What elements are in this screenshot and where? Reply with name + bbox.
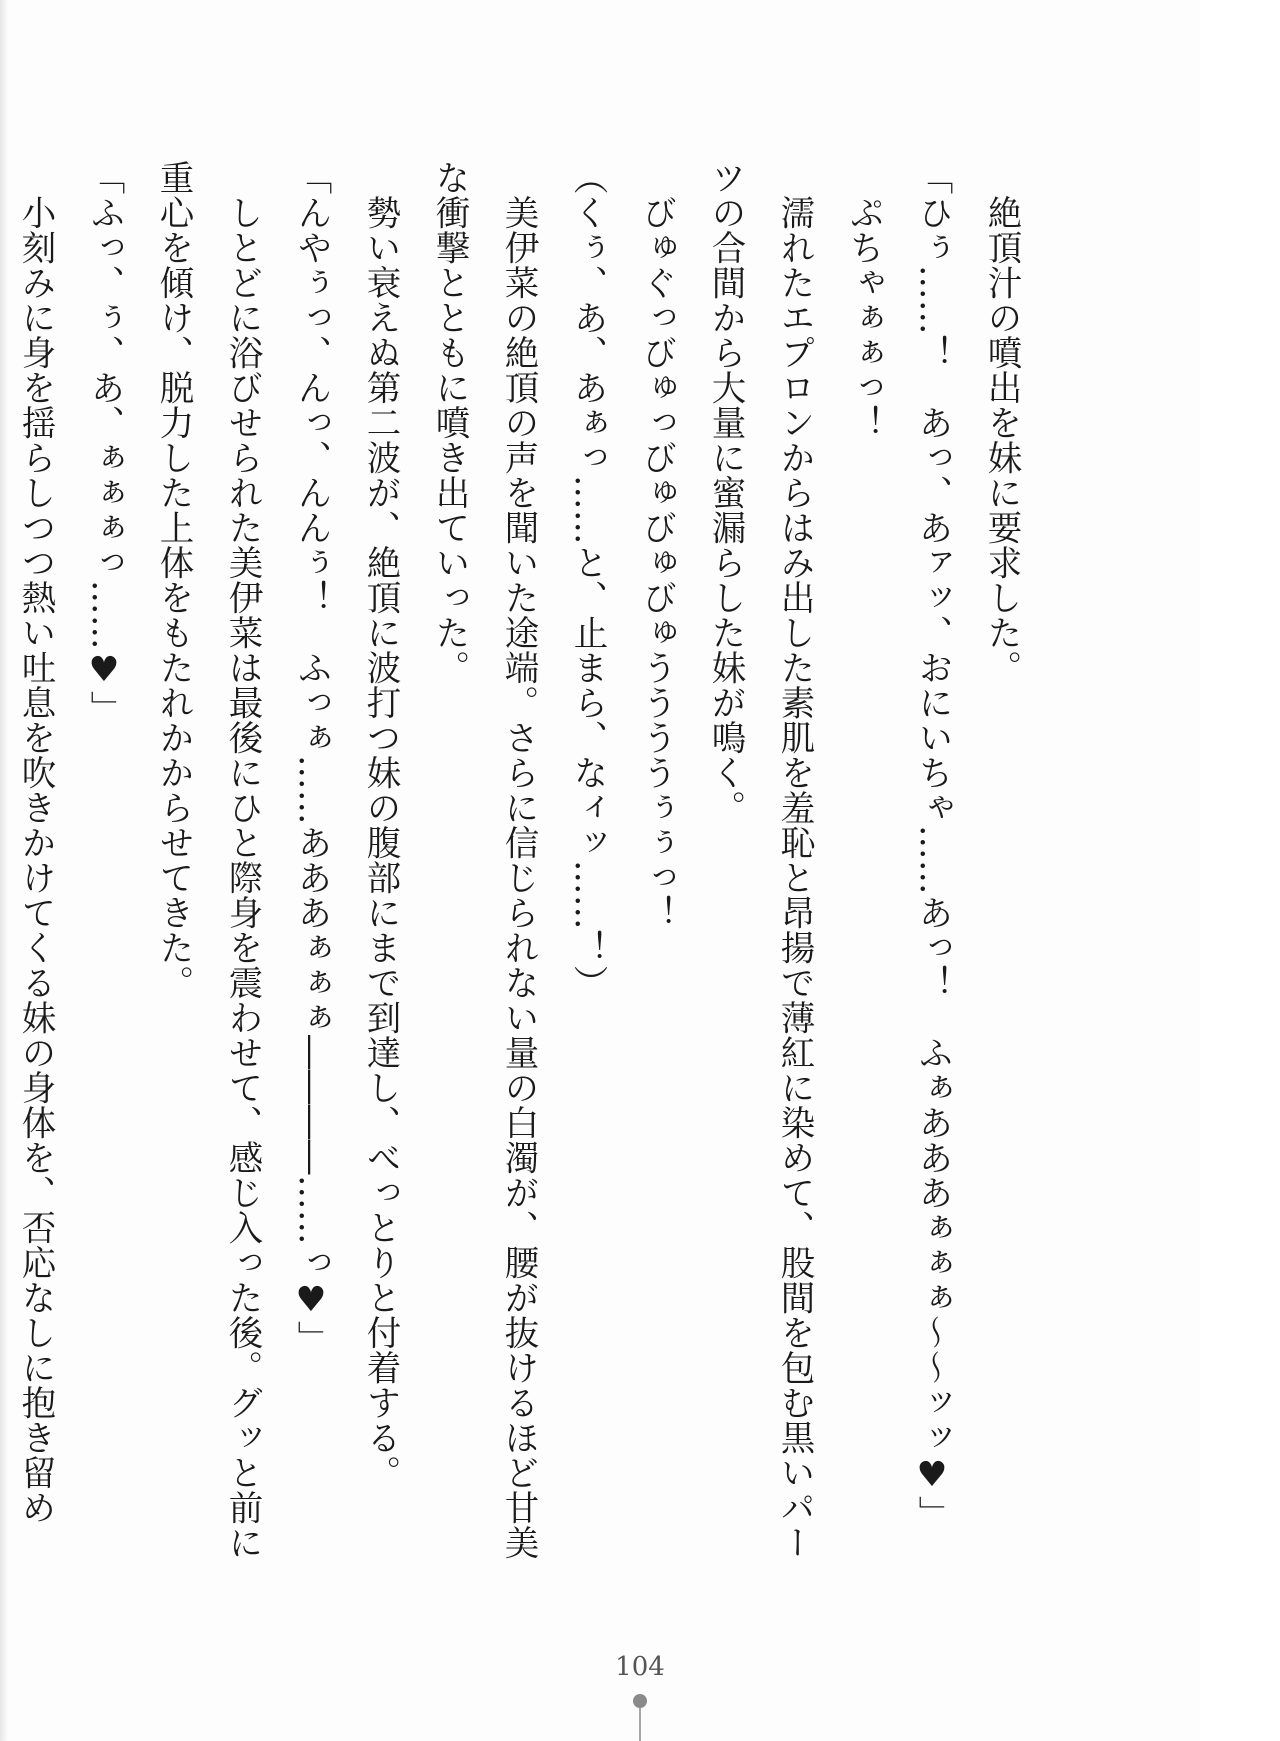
paragraph: 絶頂汁の噴出を妹に要求した。 <box>981 194 1021 685</box>
paragraph: （くぅ、あ、あぁっ……と、止まら、なィッ……！） <box>567 160 607 1000</box>
paragraph: びゅぐっびゅっびゅびゅびゅううううぅぅっ！ <box>636 194 676 930</box>
vertical-body-text <box>15 160 1035 1590</box>
paragraph: 美伊菜の絶頂の声を聞いた途端。さらに信じられない量の白濁が、腰が抜けるほど甘美な衝撃とともに噴き出ていった。 <box>429 160 538 1560</box>
paragraph: 勢い衰えぬ第二波が、絶頂に波打つ妹の腹部にまで到達し、べっとりと付着する。 <box>360 194 400 1490</box>
paragraph: 「んやぅっ、んっ、んんぅ！ ふっぁ……あああぁぁぁ――――……っ♥」 <box>291 160 331 1356</box>
paragraph: しとどに浴びせられた美伊菜は最後にひと際身を震わせて、感じ入った後。グッと前に重心を傾け、脱力した上体をもたれかからせてきた。 <box>153 160 262 1560</box>
paragraph: 「ふっ、ぅ、あ、ぁぁぁっ……♥」 <box>84 160 124 726</box>
paragraph: 小刻みに身を揺らしつつ熱い吐息を吹きかけてくる妹の身体を、否応なしに抱き留め <box>15 194 55 1525</box>
paragraph: 「ひぅ……！ あっ、あァッ、おにいちゃ……あっ！ ふぁあああぁぁぁ〜〜ッッ♥」 <box>912 160 952 1531</box>
page-number: 104 <box>615 1652 665 1682</box>
paragraph: 濡れたエプロンからはみ出した素肌を羞恥と昂揚で薄紅に染めて、股間を包む黒いパーツの合間から大量に蜜漏らした妹が鳴く。 <box>705 160 814 1560</box>
page-number-ornament-icon <box>630 1692 650 1741</box>
paragraph: ぷちゃぁぁっ！ <box>843 194 883 440</box>
